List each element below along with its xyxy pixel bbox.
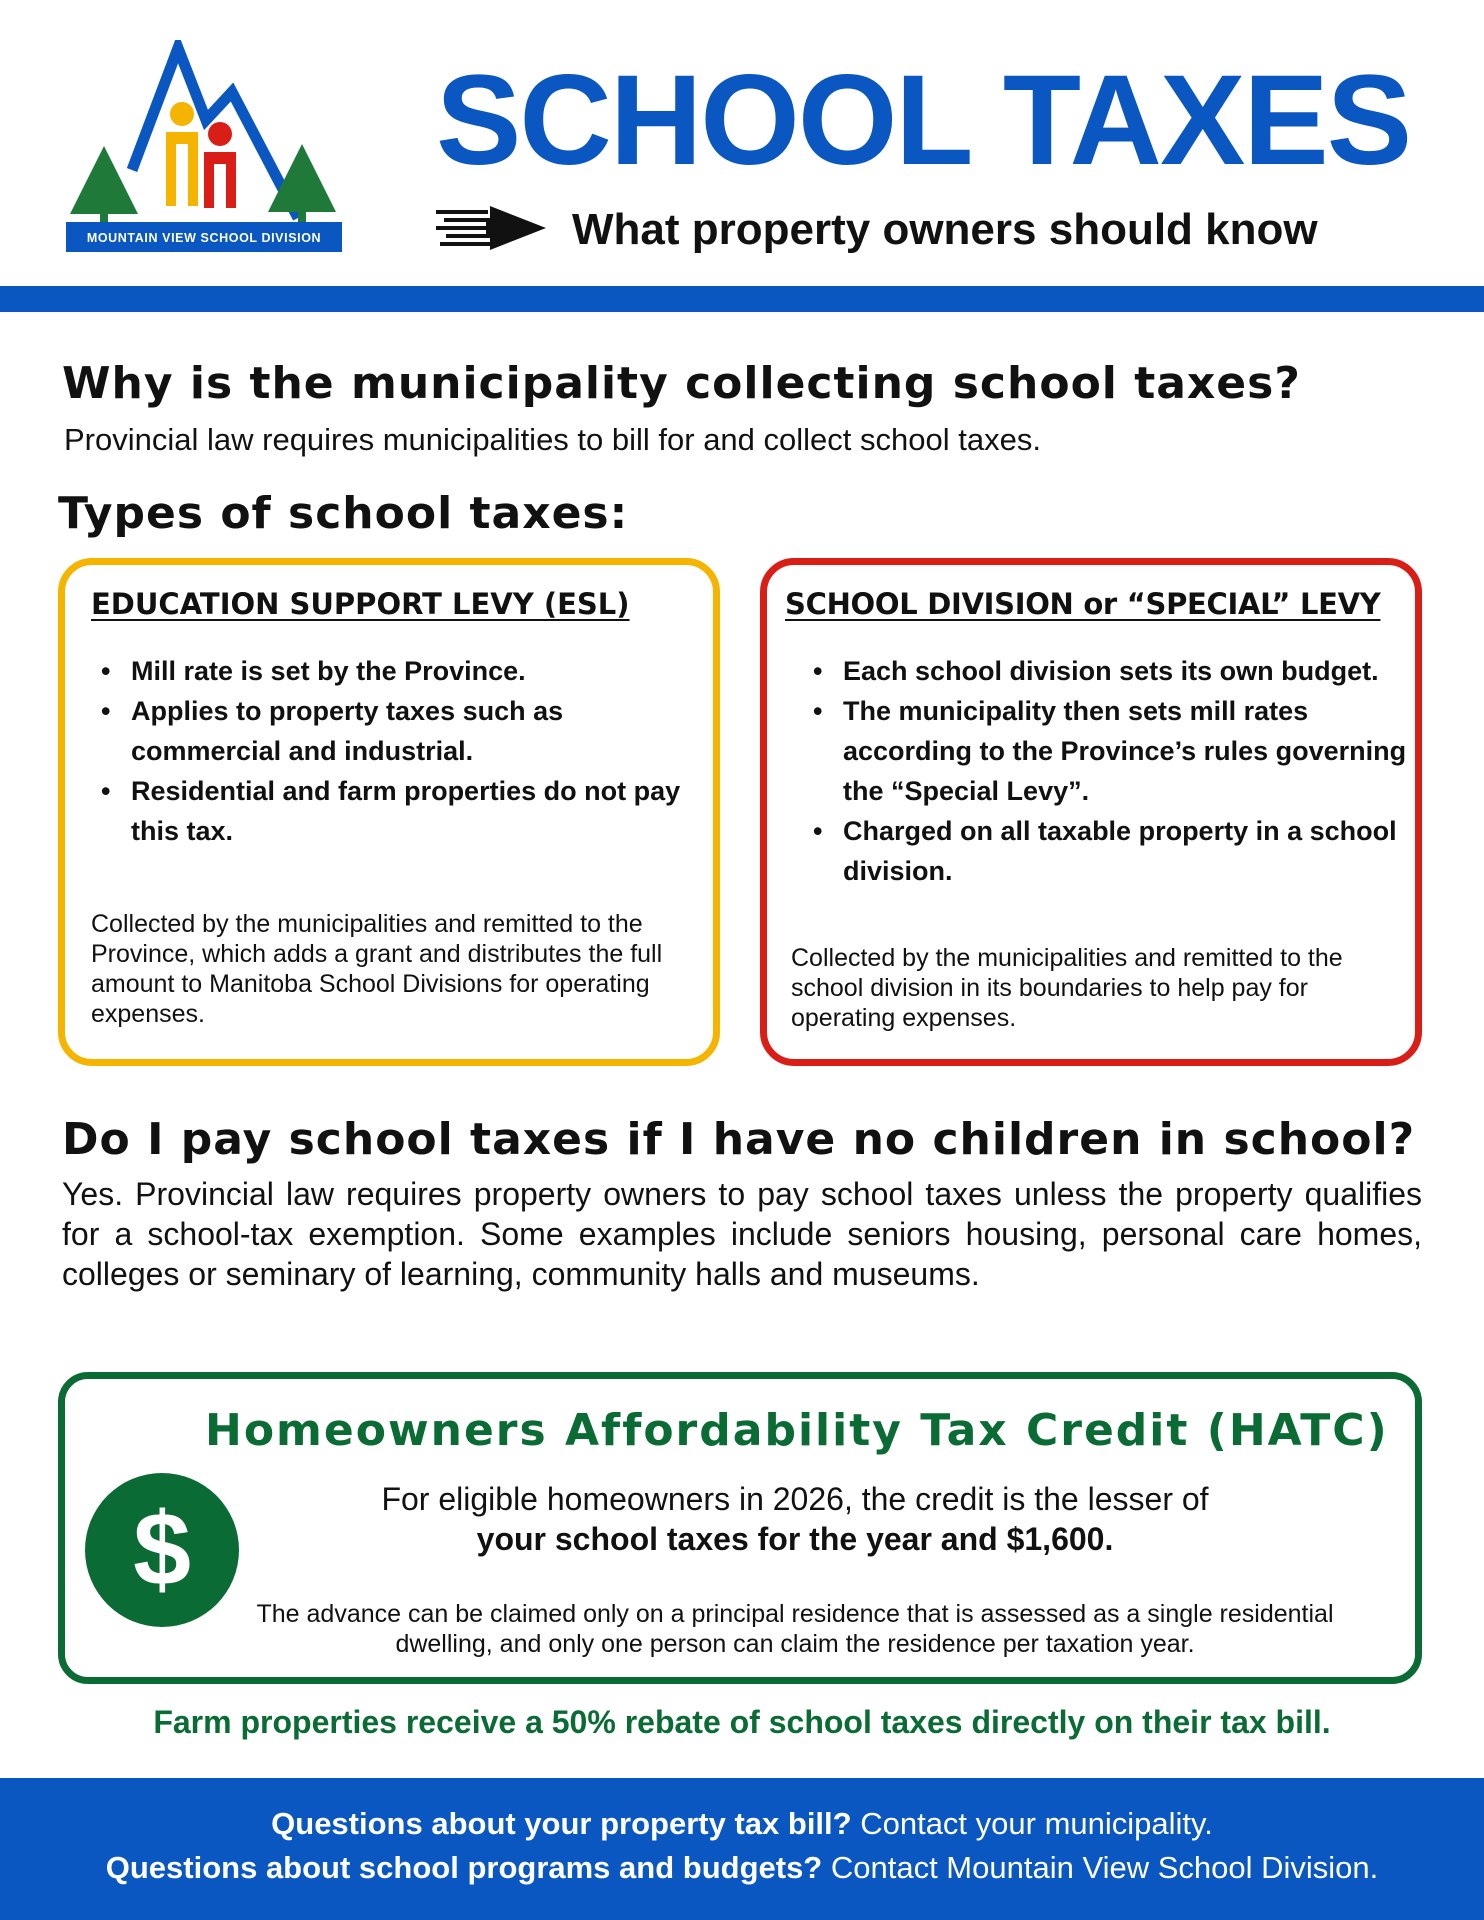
esl-heading: EDUCATION SUPPORT LEVY (ESL) — [91, 587, 630, 621]
esl-box — [58, 558, 720, 1066]
arrow-right-icon — [436, 198, 556, 258]
list-item: • Applies to property taxes such as commercial and industrial. — [95, 691, 695, 771]
hatc-note: The advance can be claimed only on a principal residence that is assessed as a single residential dwelling, and only one person can claim the residence per taxation year. — [256, 1600, 1334, 1658]
dollar-icon: $ — [85, 1473, 239, 1627]
footer-line-tax-bill — [0, 1804, 1484, 1844]
list-item: • The municipality then sets mill rates according to the Province’s rules governing the “Special Levy”. — [807, 691, 1407, 811]
page-title: SCHOOL TAXES — [436, 49, 1411, 192]
footer-answer-tax-bill: Contact your municipality. — [851, 1806, 1213, 1841]
footer-question-tax-bill: Questions about your property tax bill? — [271, 1806, 852, 1841]
no-children-text: Yes. Provincial law requires property owners to pay school taxes unless the property qualifies for a school-tax exemption. Some examples include seniors housing, personal care homes, colleges or seminary of learning, community halls and museums. — [62, 1176, 1422, 1292]
footer-line-programs — [0, 1848, 1484, 1888]
special-levy-bullet-list — [807, 651, 1407, 891]
hatc-credit-amount-text: your school taxes for the year and $1,600. — [476, 1521, 1114, 1557]
farm-rebate-note: Farm properties receive a 50% rebate of school taxes directly on their tax bill. — [153, 1704, 1331, 1740]
special-levy-note: Collected by the municipalities and remitted to the school division in its boundaries to help pay for operating expenses. — [791, 944, 1343, 1032]
footer-question-programs: Questions about school programs and budgets? — [105, 1850, 823, 1885]
list-item: • Charged on all taxable property in a school division. — [807, 811, 1407, 891]
hatc-title: Homeowners Affordability Tax Credit (HATC) — [205, 1405, 1389, 1456]
special-levy-heading: SCHOOL DIVISION or “SPECIAL” LEVY — [785, 587, 1381, 621]
hatc-box — [58, 1372, 1422, 1684]
school-division-logo — [66, 40, 342, 260]
list-item: • Mill rate is set by the Province. — [95, 651, 695, 691]
logo-banner-text: MOUNTAIN VIEW SCHOOL DIVISION — [86, 231, 322, 245]
esl-bullet-list — [95, 651, 695, 851]
list-item: • Each school division sets its own budget. — [807, 651, 1407, 691]
list-item: • Residential and farm properties do not pay this tax. — [95, 771, 695, 851]
why-text: Provincial law requires municipalities to bill for and collect school taxes. — [64, 422, 1041, 457]
footer-banner — [0, 1778, 1484, 1920]
footer-answer-programs: Contact Mountain View School Division. — [822, 1850, 1379, 1885]
types-heading: Types of school taxes: — [58, 488, 629, 539]
special-levy-box — [760, 558, 1422, 1066]
header-divider — [0, 286, 1484, 312]
why-heading: Why is the municipality collecting school taxes? — [62, 358, 1301, 409]
esl-note: Collected by the municipalities and remitted to the Province, which adds a grant and distributes the full amount to Manitoba School Divisions for operating expenses. — [91, 910, 663, 1028]
no-children-heading: Do I pay school taxes if I have no children in school? — [62, 1114, 1416, 1165]
hatc-eligibility-text: For eligible homeowners in 2026, the credit is the lesser of — [381, 1481, 1209, 1517]
page-subtitle: What property owners should know — [572, 205, 1318, 254]
